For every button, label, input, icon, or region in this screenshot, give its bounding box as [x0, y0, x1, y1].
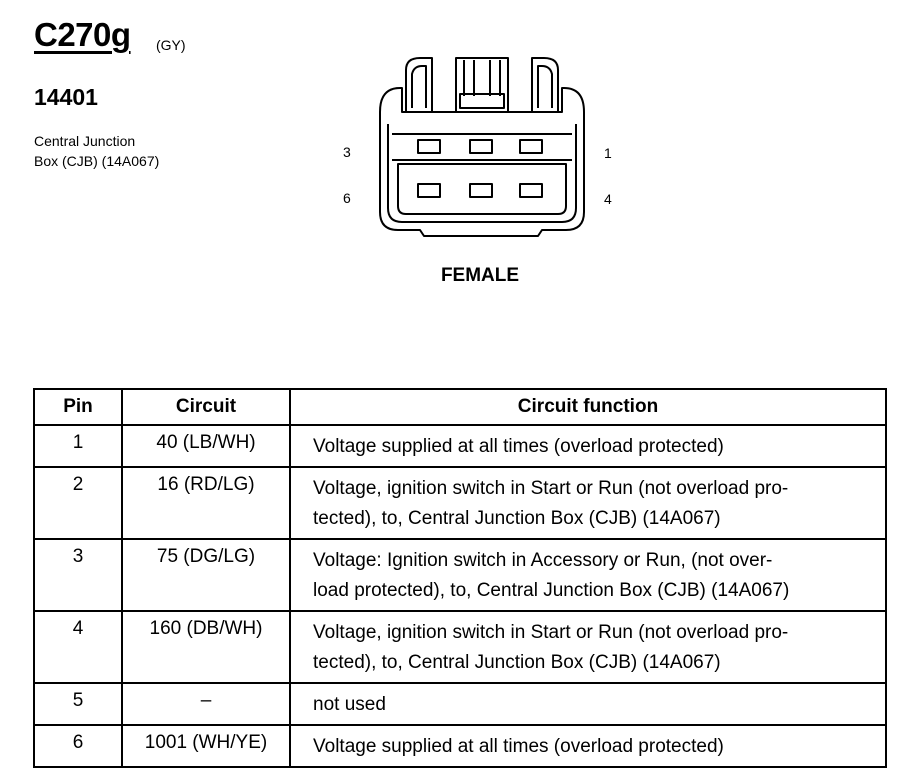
- part-number: 14401: [34, 84, 98, 110]
- circuit-cell: 1001 (WH/YE): [122, 725, 290, 767]
- component-name-line-2: Box (CJB) (14A067): [34, 153, 160, 169]
- circuit-cell: 160 (DB/WH): [122, 611, 290, 683]
- color-code: (GY): [156, 37, 186, 53]
- table-row: [34, 539, 886, 611]
- function-cell: [290, 467, 886, 539]
- function-line: Voltage, ignition switch in Start or Run (not overload pro-: [313, 478, 789, 499]
- function-cell: [290, 611, 886, 683]
- component-name-line-1: Central Junction: [34, 133, 136, 149]
- table-row: [34, 425, 886, 467]
- function-line: Voltage supplied at all times (overload protected): [313, 436, 724, 457]
- connector-face-diagram: [370, 52, 595, 242]
- table-row: [34, 725, 886, 767]
- pin-cell: 2: [34, 467, 122, 539]
- pin-cell: 6: [34, 725, 122, 767]
- function-line: tected), to, Central Junction Box (CJB) (14A067): [313, 652, 721, 673]
- function-line: Voltage supplied at all times (overload protected): [313, 736, 724, 757]
- function-line: load protected), to, Central Junction Box (CJB) (14A067): [313, 580, 790, 601]
- circuit-cell: –: [122, 683, 290, 725]
- header-circuit-function: Circuit function: [290, 389, 886, 425]
- pin-cell: 1: [34, 425, 122, 467]
- pin-cell: 5: [34, 683, 122, 725]
- component-name: [34, 131, 234, 171]
- connector-id: C270g: [34, 16, 131, 53]
- header-circuit: Circuit: [122, 389, 290, 425]
- table-row: [34, 683, 886, 725]
- table-row: [34, 611, 886, 683]
- header-pin: Pin: [34, 389, 122, 425]
- circuit-cell: 16 (RD/LG): [122, 467, 290, 539]
- pin-label-4: 4: [604, 191, 612, 207]
- circuit-cell: 40 (LB/WH): [122, 425, 290, 467]
- function-cell: [290, 425, 886, 467]
- pin-label-6: 6: [343, 190, 351, 206]
- function-line: tected), to, Central Junction Box (CJB) (14A067): [313, 508, 721, 529]
- table-row: [34, 467, 886, 539]
- function-line: Voltage, ignition switch in Start or Run (not overload pro-: [313, 622, 789, 643]
- pinout-table: [33, 388, 887, 768]
- function-cell: [290, 539, 886, 611]
- pin-cell: 4: [34, 611, 122, 683]
- function-line: Voltage: Ignition switch in Accessory or Run, (not over-: [313, 550, 773, 571]
- pin-label-3: 3: [343, 144, 351, 160]
- function-cell: [290, 683, 886, 725]
- circuit-cell: 75 (DG/LG): [122, 539, 290, 611]
- function-line: not used: [313, 694, 386, 715]
- table-header-row: [34, 389, 886, 425]
- function-cell: [290, 725, 886, 767]
- pin-label-1: 1: [604, 145, 612, 161]
- pin-cell: 3: [34, 539, 122, 611]
- connector-gender-label: FEMALE: [440, 265, 520, 286]
